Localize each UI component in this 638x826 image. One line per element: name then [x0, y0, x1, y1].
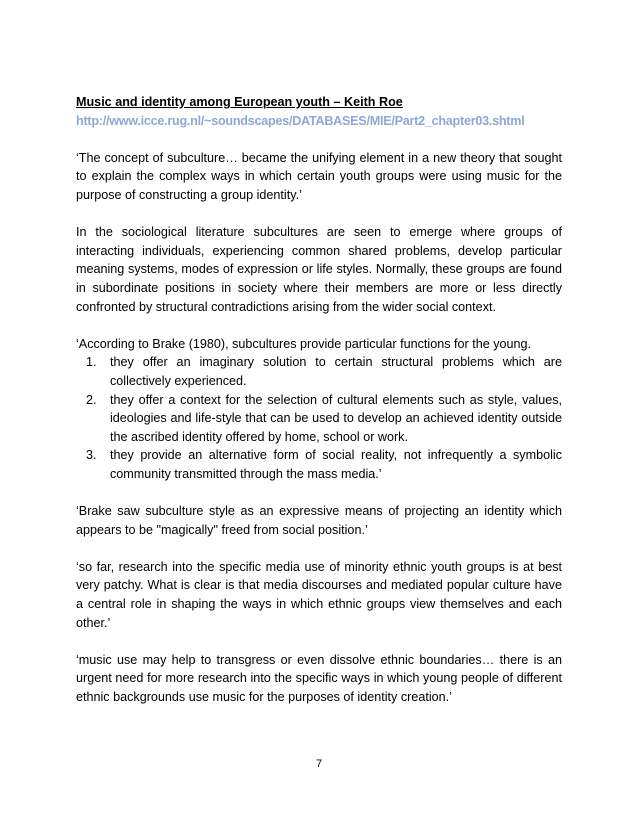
page-number: 7 — [315, 758, 323, 770]
paragraph-brake-intro: ‘According to Brake (1980), subcultures provide particular functions for the young. — [76, 336, 532, 351]
subculture-functions-list — [76, 353, 562, 483]
list-item — [81, 391, 562, 447]
paragraph-media-research: ‘so far, research into the specific media use of minority ethnic youth groups is at best very patchy. What is clear is that media discourses and mediated popular culture have a central role in shaping the ways in which ethnic groups view themselves and each other.’ — [76, 559, 562, 630]
paragraph-music-ethnic-boundaries: ‘music use may help to transgress or even dissolve ethnic boundaries… there is an urgent need for more research into the specific ways in which young people of different ethnic backgrounds use music for the purposes of identity creation.’ — [76, 652, 562, 704]
list-item — [81, 446, 562, 483]
list-number: 2. — [86, 392, 97, 407]
list-item-text: they provide an alternative form of social reality, not infrequently a symbolic community transmitted through the mass media.’ — [110, 448, 562, 481]
document-title: Music and identity among European youth – Keith Roe — [76, 95, 403, 109]
list-item-text: they offer a context for the selection of cultural elements such as style, values, ideologies and life-style that can be used to develop an achieved identity outside the ascribed identity offered by home, school or work. — [110, 392, 562, 444]
list-number: 1. — [86, 355, 97, 370]
paragraph-sociological-literature: In the sociological literature subcultures are seen to emerge where groups of interacting individuals, experiencing common shared problems, develop particular meaning systems, modes of expression or life styles. Normally, these groups are found in subordinate positions in society where their members are more or less directly confronted by structural contradictions arising from the wider social context. — [76, 225, 562, 314]
list-number: 3. — [86, 448, 97, 463]
paragraph-subculture-concept: ‘The concept of subculture… became the unifying element in a new theory that sought to explain the complex ways in which certain youth groups were using music for the purpose of constructing a group identity.’ — [76, 150, 562, 202]
paragraph-brake-style: ‘Brake saw subculture style as an expressive means of projecting an identity which appears to be "magically" freed from social position.’ — [76, 504, 562, 537]
source-url[interactable]: http://www.icce.rug.nl/~soundscapes/DATABASES/MIE/Part2_chapter03.shtml — [76, 113, 525, 128]
list-item-text: they offer an imaginary solution to certain structural problems which are collectively experienced. — [110, 355, 562, 388]
document-page — [76, 93, 562, 707]
list-item — [81, 353, 562, 390]
